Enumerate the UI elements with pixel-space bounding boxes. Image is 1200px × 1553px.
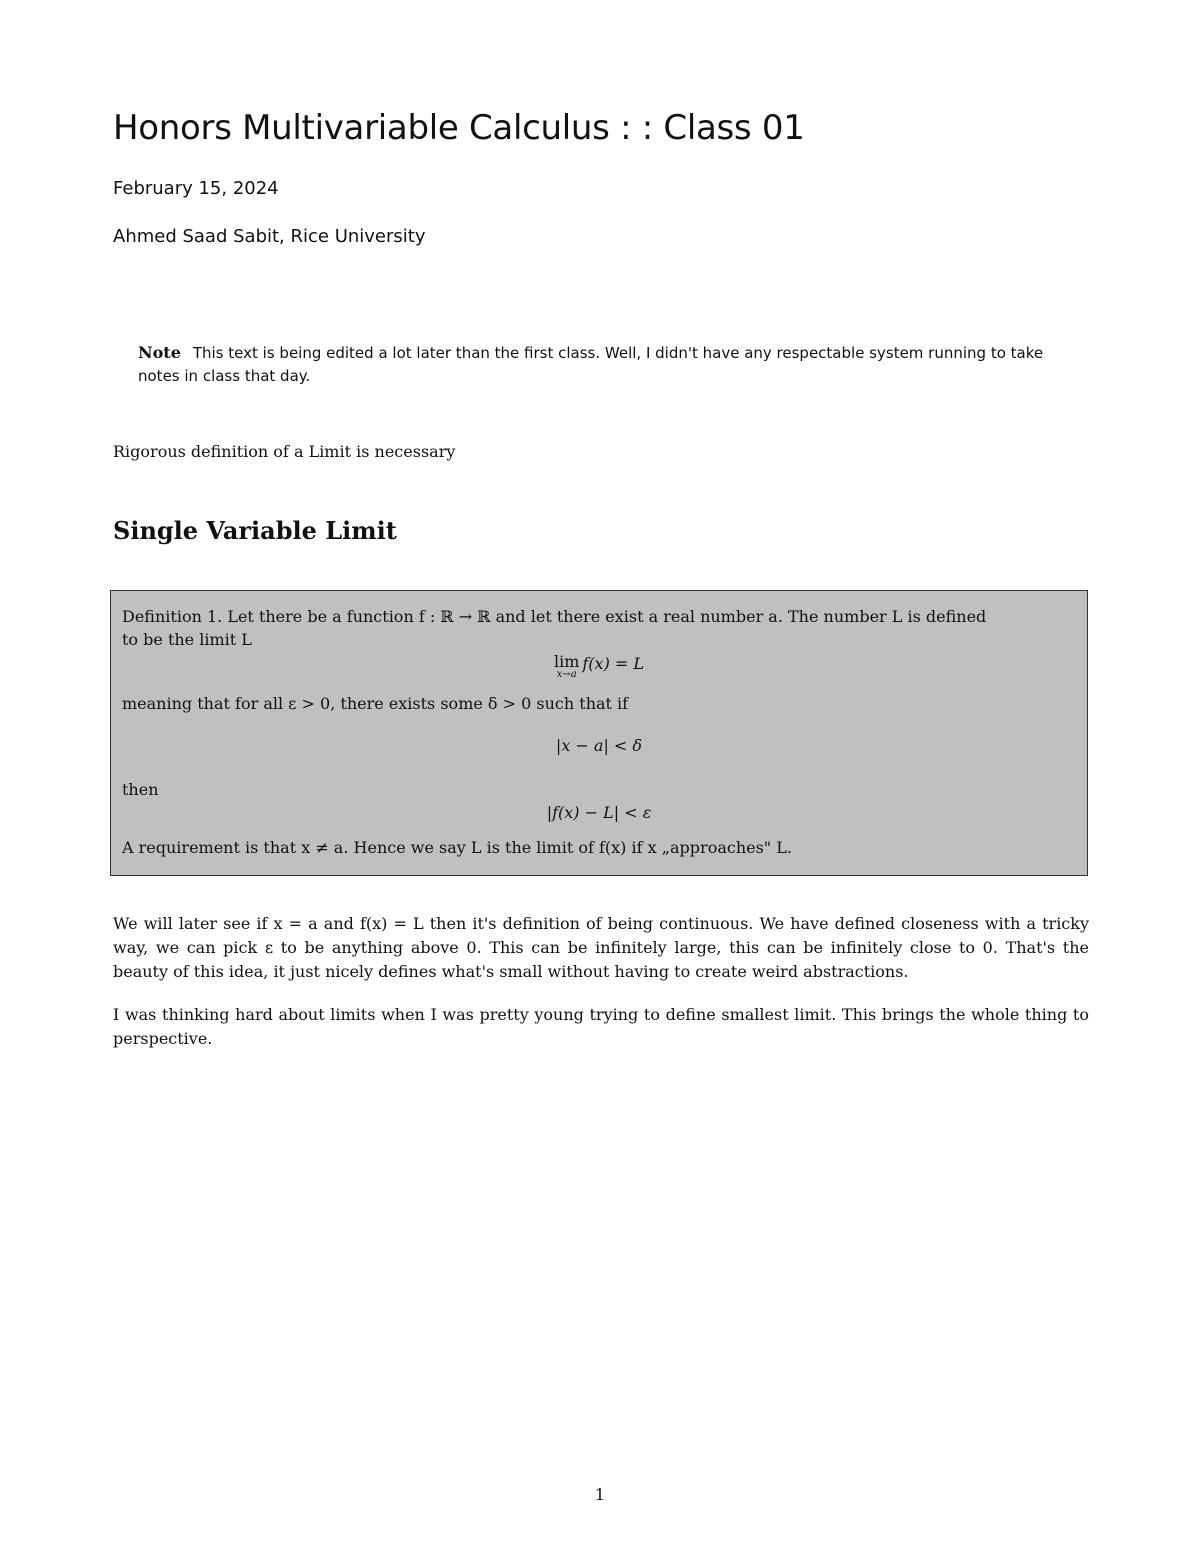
page-number: 1	[594, 1485, 606, 1504]
definition-label: Definition 1.	[122, 607, 223, 626]
paragraph-continuity: We will later see if x = a and f(x) = L then it's definition of being continuous. We have defined closeness with a tricky way, we can pick ε to be anything above 0. This can be infinitely large, this can be infinitely close to 0. That's the beauty of this idea, it just nicely defines what's small without having to create weird abstractions.	[113, 914, 1089, 981]
limit-equation	[111, 654, 1087, 680]
definition-line-1	[122, 607, 1073, 626]
intro-text: Rigorous definition of a Limit is necessary	[113, 442, 456, 461]
definition-line-5: A requirement is that x ≠ a. Hence we say L is the limit of f(x) if x „approaches" L.	[122, 838, 792, 857]
limit-equation-rest: f(x) = L	[582, 654, 645, 673]
definition-statement: Let there be a function f : ℝ → ℝ and let there exist a real number a. The number L is defined	[227, 607, 987, 626]
document-author: Ahmed Saad Sabit, Rice University	[113, 226, 426, 247]
note-label: Note	[138, 343, 181, 362]
paragraph-reflection: I was thinking hard about limits when I was pretty young trying to define smallest limit. This brings the whole thing to perspective.	[113, 1005, 1089, 1048]
document-date: February 15, 2024	[113, 178, 279, 199]
limit-word: lim	[553, 652, 580, 671]
limit-subscript: x→a	[556, 669, 577, 680]
document-title: Honors Multivariable Calculus : : Class 01	[113, 108, 805, 148]
definition-box	[110, 590, 1088, 876]
epsilon-inequality: |f(x) − L| < ε	[546, 803, 652, 822]
note-text: This text is being edited a lot later than the first class. Well, I didn't have any respectable system running to take notes in class that day.	[138, 344, 1044, 385]
delta-inequality: |x − a| < δ	[555, 736, 643, 755]
section-heading: Single Variable Limit	[113, 516, 397, 545]
definition-line-2: to be the limit L	[122, 630, 252, 649]
definition-line-4: then	[122, 780, 159, 799]
limit-operator	[554, 654, 579, 680]
note-block	[138, 341, 1068, 388]
definition-line-3: meaning that for all ε > 0, there exists some δ > 0 such that if	[122, 694, 629, 713]
